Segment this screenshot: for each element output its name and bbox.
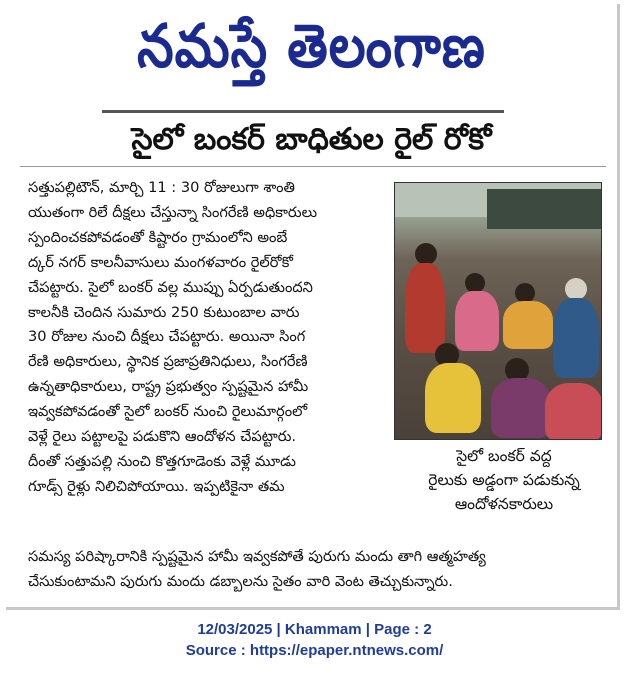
photo-person xyxy=(553,298,599,378)
body-line: స్పందించకపోవడంతో కిష్టారం గ్రామంలోని అంబే xyxy=(28,228,288,246)
photo-person xyxy=(545,383,602,440)
protest-photo xyxy=(394,182,602,440)
body-line: దీంతో సత్తుపల్లి నుంచి కొత్తగూడెంకు వెళ్లే మూడు xyxy=(28,452,296,470)
body-line: ద్కర్ నగర్ కాలనీవాసులు మంగళవారం రైల్‌రోకో xyxy=(28,253,294,271)
footer-source: Source : https://epaper.ntnews.com/ xyxy=(185,642,444,659)
caption-line: రైలుకు అడ్డంగా పడుకున్న xyxy=(428,471,580,489)
body-line: గూడ్స్ రైళ్లు నిలిచిపోయాయి. ఇప్పటికైనా తమ xyxy=(28,477,285,495)
photo-person xyxy=(455,291,499,351)
source-footer xyxy=(0,619,629,661)
body-line: సత్తుపల్లిటౌన్, మార్చి 11 : 30 రోజులుగా శాంతి xyxy=(28,179,295,196)
caption-line: సైలో బంకర్ వద్ద xyxy=(456,447,552,465)
article-body-column xyxy=(28,176,400,500)
body-line: ఉన్నతాధికారులు, రాష్ట్ర ప్రభుత్వం స్పష్టమైన హామీ xyxy=(28,378,309,396)
photo-person xyxy=(503,301,553,349)
masthead xyxy=(6,4,617,104)
photo-person xyxy=(465,273,485,293)
body-line: రేణి అధికారులు, స్థానిక ప్రజాప్రతినిధులు, సింగరేణి xyxy=(28,353,308,371)
photo-person xyxy=(415,243,437,265)
masthead-rule xyxy=(102,110,504,113)
photo-person xyxy=(425,363,481,433)
body-line: కాలనీకి చెందిన సుమారు 250 కుటుంబాల వారు xyxy=(28,303,300,321)
photo-caption xyxy=(406,444,602,516)
masthead-title: నమస్తే తెలంగాణ xyxy=(137,12,486,82)
headline: సైలో బంకర్ బాధితుల రైల్ రోకో xyxy=(131,122,492,157)
body-line: 30 రోజుల నుంచి దీక్షలు చేపట్టారు. అయినా సింగ xyxy=(28,328,306,346)
body-line: ఇవ్వకపోవడంతో సైలో బంకర్ నుంచి రైలుమార్గంలో xyxy=(28,403,308,421)
newspaper-clipping xyxy=(6,4,620,610)
photo-person xyxy=(405,263,445,353)
photo-person xyxy=(515,283,535,303)
photo-train xyxy=(487,189,602,229)
caption-line: ఆందోళనకారులు xyxy=(454,495,554,513)
article-body-wide xyxy=(28,545,603,595)
photo-person xyxy=(491,378,551,438)
photo-person xyxy=(565,278,587,300)
body-line: యుతంగా రిలే దీక్షలు చేస్తున్నా సింగరేణి అధికారులు xyxy=(28,203,318,221)
body-line: చేసుకుంటామని పురుగు మందు డబ్బాలను సైతం వారి వెంట తెచ్చుకున్నారు. xyxy=(28,572,453,590)
body-line: సమస్య పరిష్కారానికి స్పష్టమైన హామీ ఇవ్వకపోతే పురుగు మందు తాగి ఆత్మహత్య xyxy=(28,548,486,565)
footer-date-page: 12/03/2025 | Khammam | Page : 2 xyxy=(197,621,432,638)
headline-rule xyxy=(20,166,606,167)
body-line: చేపట్టారు. సైలో బంకర్ వల్ల ముప్పు ఏర్పడుతుందని xyxy=(28,278,313,296)
body-line: వెళ్లే రైలు పట్టాలపై పడుకొని ఆందోళన చేపట్టారు. xyxy=(28,428,297,446)
